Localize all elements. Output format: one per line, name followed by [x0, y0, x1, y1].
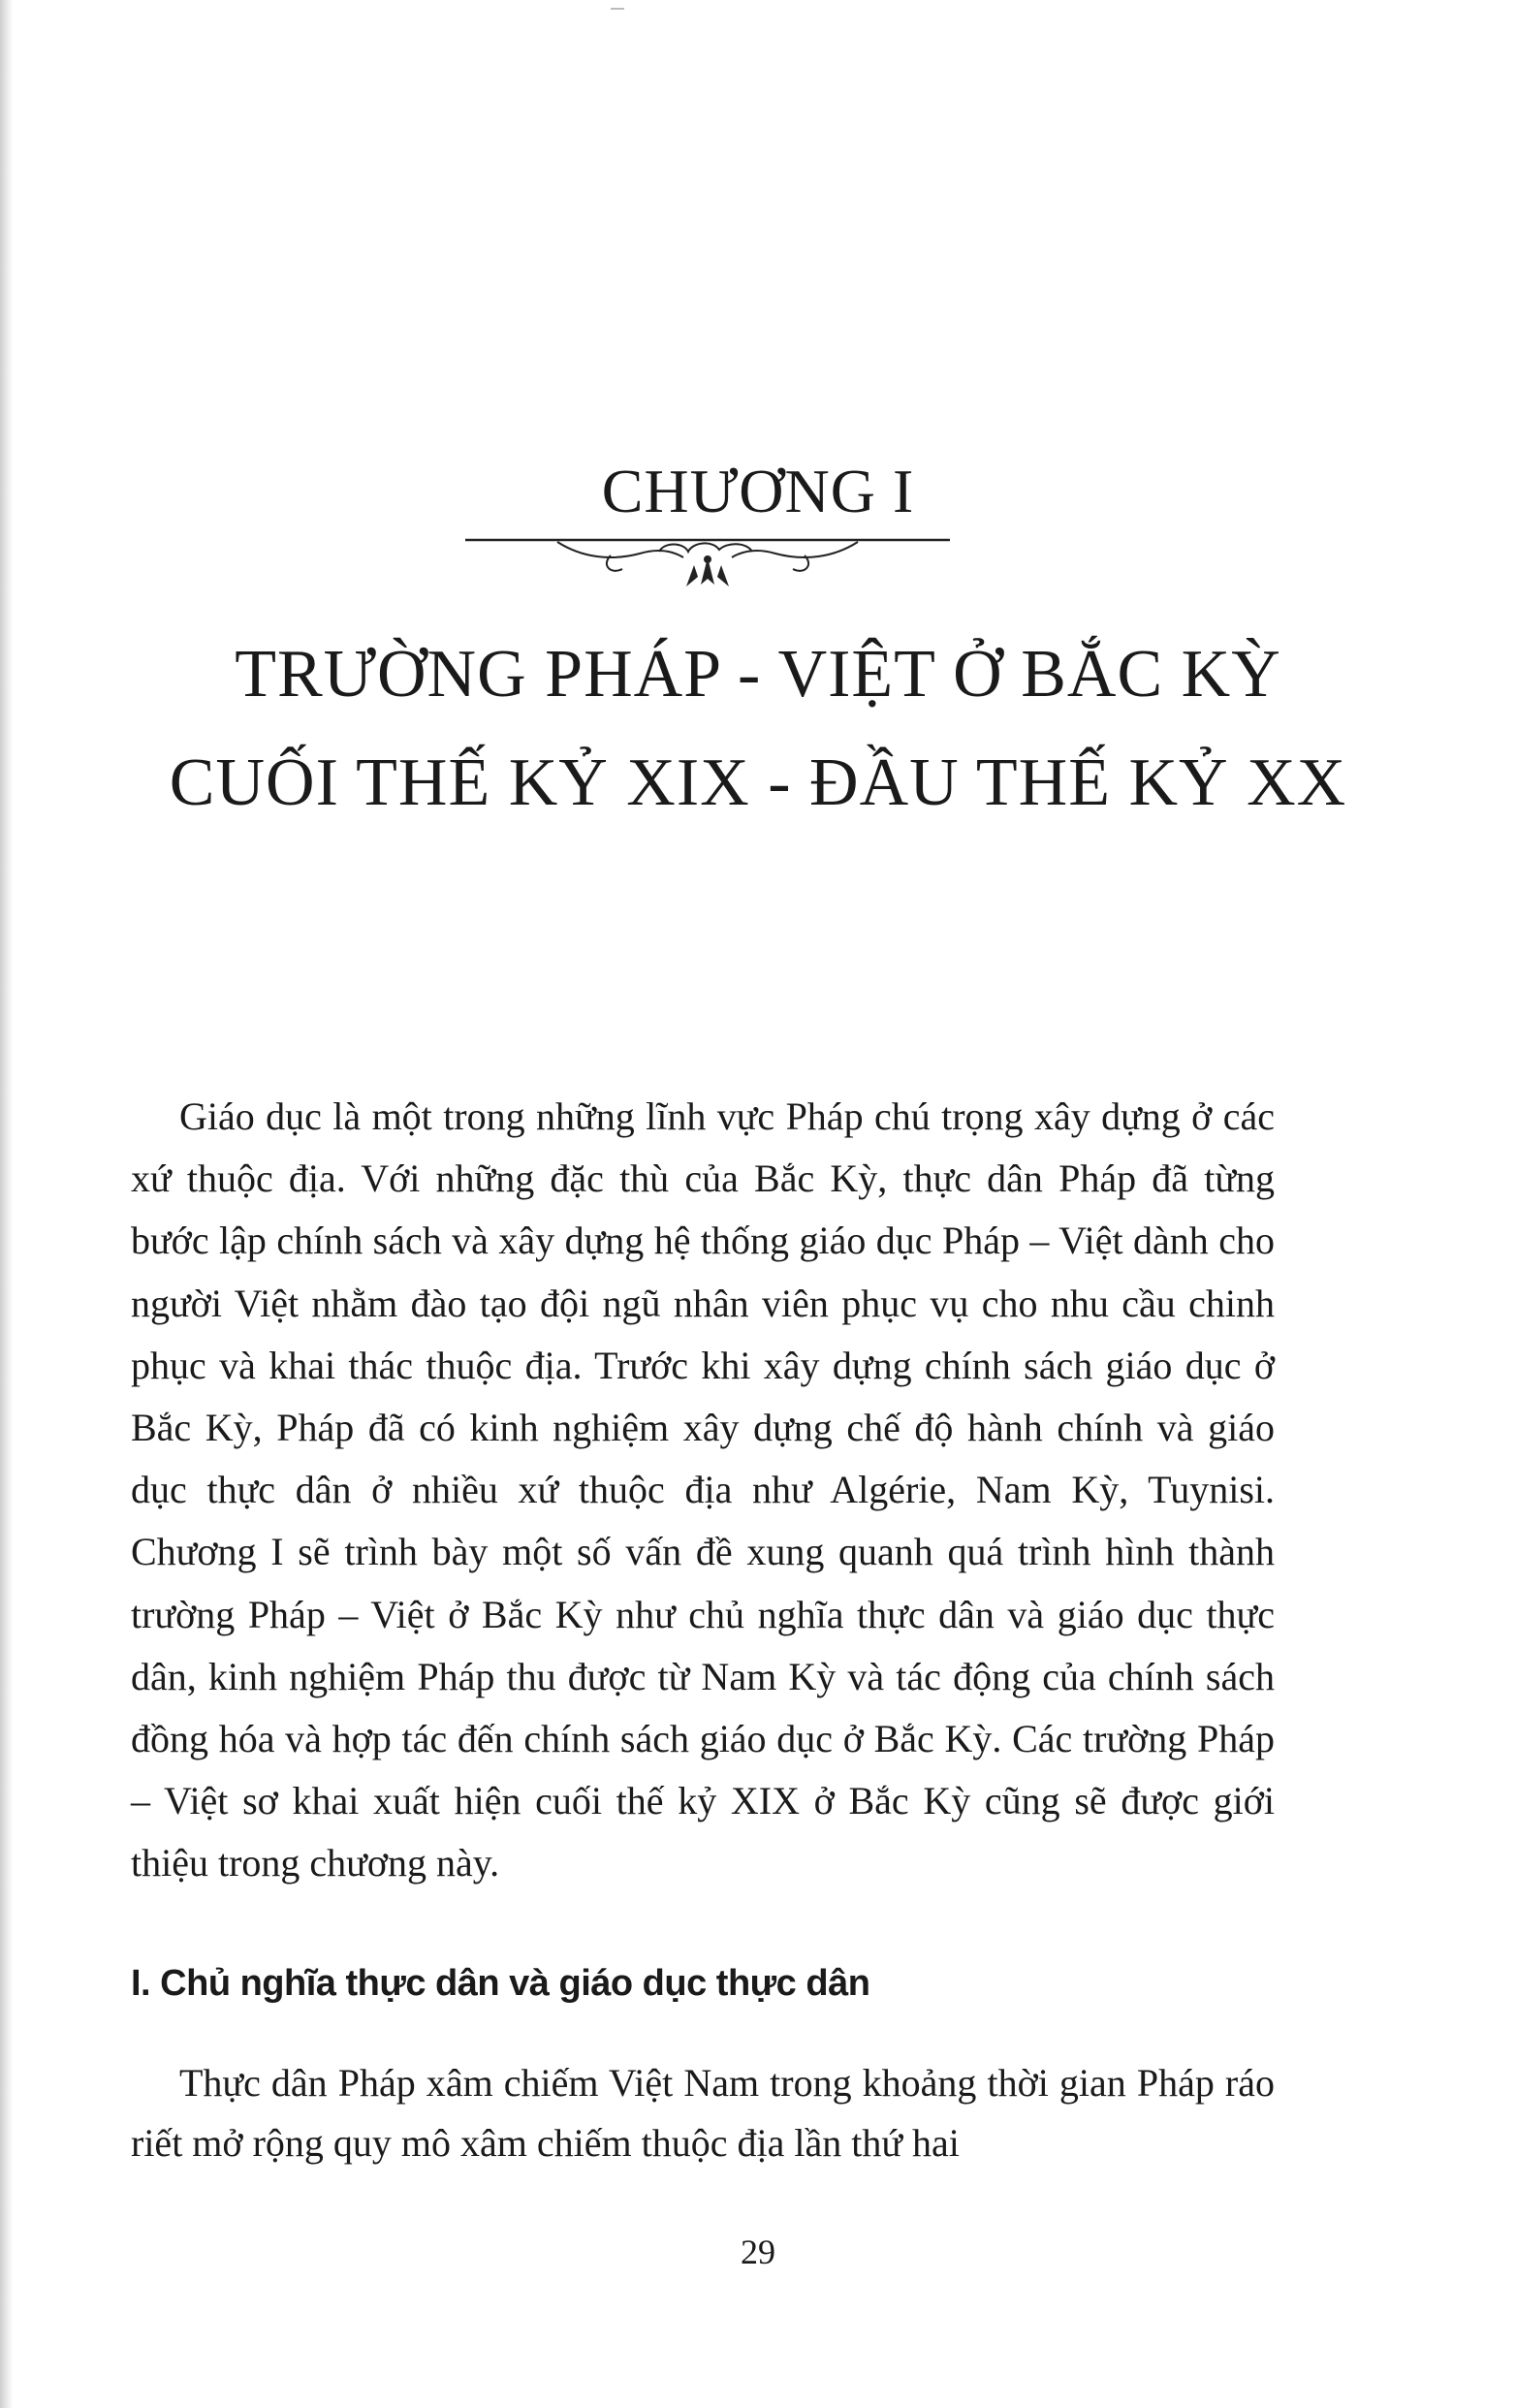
chapter-title-line-2: CUỐI THẾ KỶ XIX - ĐẦU THẾ KỶ XX — [169, 745, 1347, 820]
chapter-title — [0, 620, 1516, 838]
chapter-title-line-1: TRƯỜNG PHÁP - VIỆT Ở BẮC KỲ — [235, 637, 1281, 712]
section-paragraph: Thực dân Pháp xâm chiếm Việt Nam trong khoảng thời gian Pháp ráo riết mở rộng quy mô xâm chiếm thuộc địa lần thứ hai — [131, 2061, 1275, 2165]
intro-paragraph: Giáo dục là một trong những lĩnh vực Pháp chú trọng xây dựng ở các xứ thuộc địa. Với những đặc thù của Bắc Kỳ, thực dân Pháp đã từng bước lập chính sách và xây dựng hệ thống giáo dục Pháp – Việt dành cho người Việt nhằm đào tạo đội ngũ nhân viên phục vụ cho nhu cầu chinh phục và khai thác thuộc địa. Trước khi xây dựng chính sách giáo dục ở Bắc Kỳ, Pháp đã có kinh nghiệm xây dựng chế độ hành chính và giáo dục thực dân ở nhiều xứ thuộc địa như Algérie, Nam Kỳ, Tuynisi. Chương I sẽ trình bày một số vấn đề xung quanh quá trình hình thành trường Pháp – Việt ở Bắc Kỳ như chủ nghĩa thực dân và giáo dục thực dân, kinh nghiệm Pháp thu được từ Nam Kỳ và tác động của chính sách đồng hóa và hợp tác đến chính sách giáo dục ở Bắc Kỳ. Các trường Pháp – Việt sơ khai xuất hiện cuối thế kỷ XIX ở Bắc Kỳ cũng sẽ được giới thiệu trong chương này. — [131, 1094, 1275, 1885]
chapter-label: CHƯƠNG I — [601, 457, 915, 525]
section-heading: I. Chủ nghĩa thực dân và giáo dục thực dân — [131, 1963, 870, 2004]
page-number: 29 — [741, 2233, 775, 2271]
flourish-divider-icon — [465, 528, 950, 596]
scan-mark — [611, 8, 624, 10]
page-edge-shadow — [0, 0, 14, 2408]
